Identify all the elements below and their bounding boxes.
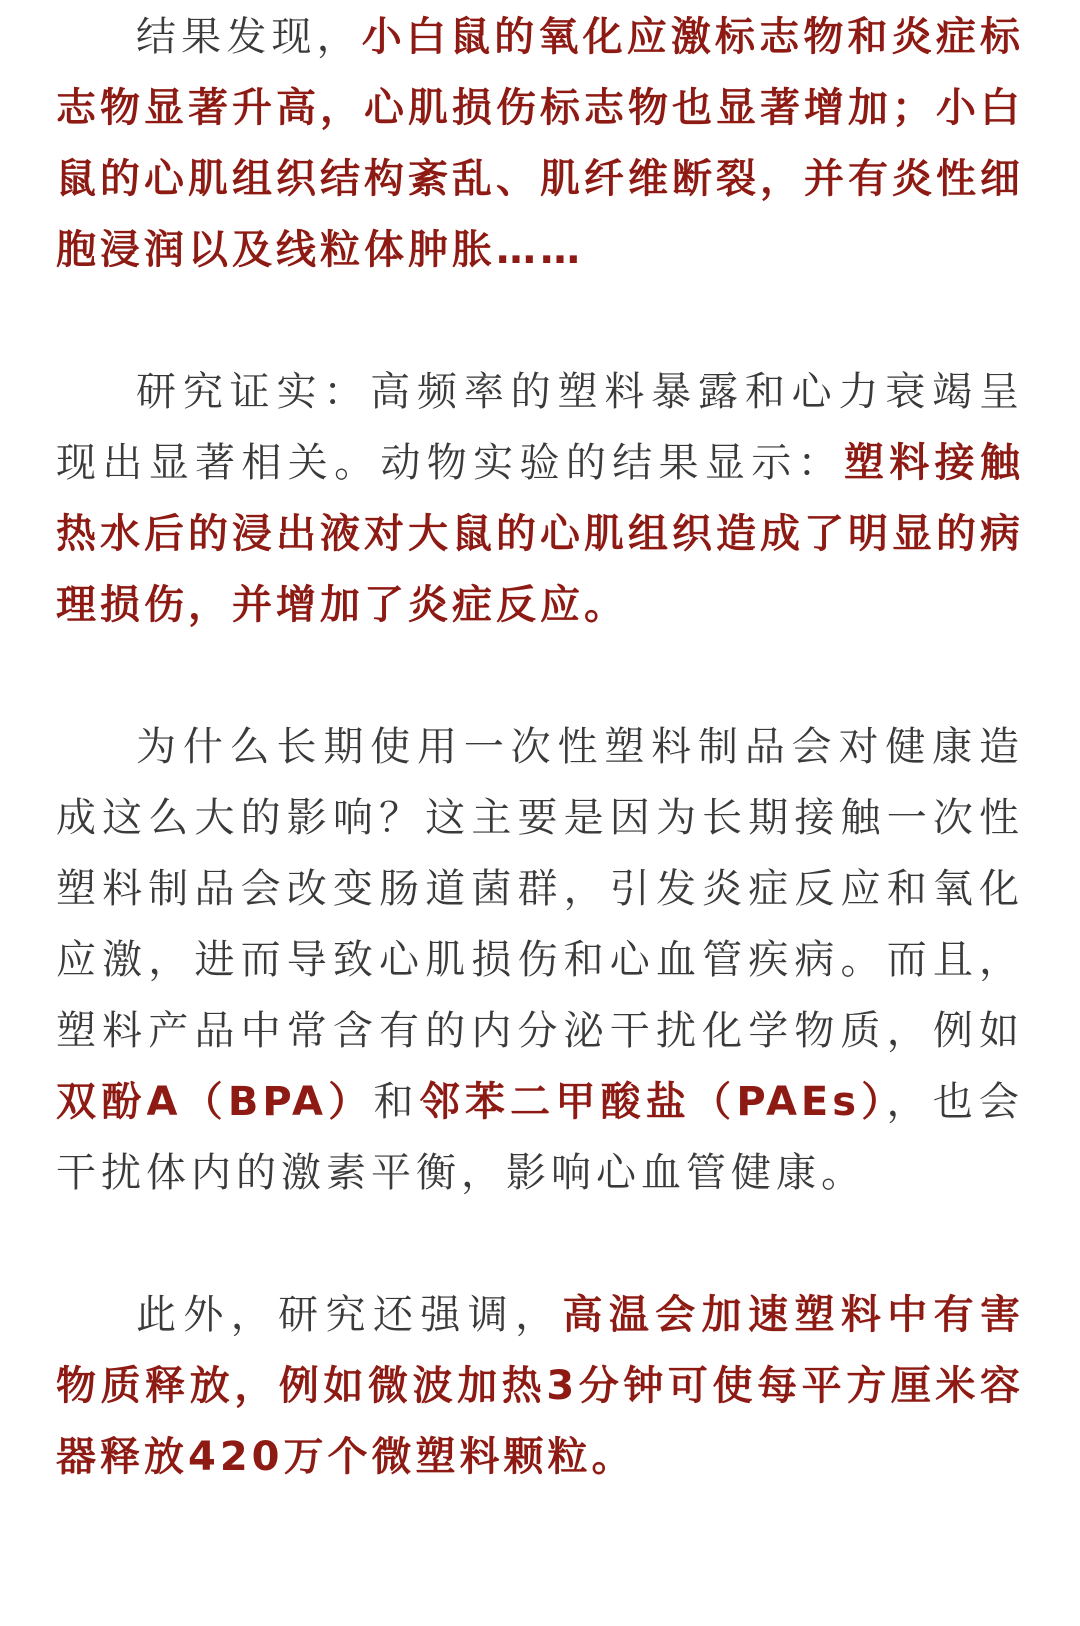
paragraph-why-impact (56, 712, 1024, 1209)
conjunction-text: 和 (373, 1079, 420, 1125)
paragraph-findings (56, 2, 1024, 286)
heat-release-highlight: 高温会加速塑料中有害物质释放，例如微波加热3分钟可使每平方厘米容器释放420万个微塑料颗粒。 (56, 1292, 1024, 1480)
findings-intro-text: 结果发现， (136, 14, 362, 60)
research-confirmed-text: 研究证实：高频率的塑料暴露和心力衰竭呈现出显著相关。动物实验的结果显示： (56, 369, 1024, 486)
heat-release-intro-text: 此外，研究还强调， (136, 1292, 563, 1338)
paes-highlight: 邻苯二甲酸盐（PAEs） (419, 1079, 887, 1125)
paragraph-research-confirmed (56, 357, 1024, 641)
why-impact-text: 为什么长期使用一次性塑料制品会对健康造成这么大的影响？这主要是因为长期接触一次性塑料制品会改变肠道菌群，引发炎症反应和氧化应激，进而导致心肌损伤和心血管疾病。而且，塑料产品中常含有的内分泌干扰化学物质，例如 (56, 724, 1024, 1054)
bpa-highlight: 双酚A（BPA） (56, 1079, 374, 1125)
research-confirmed-highlight: 塑料接触热水后的浸出液对大鼠的心肌组织造成了明显的病理损伤，并增加了炎症反应。 (56, 440, 1025, 628)
paragraph-heat-release (56, 1280, 1024, 1493)
hormone-balance-text: ，也会干扰体内的激素平衡，影响心血管健康。 (56, 1079, 1024, 1196)
findings-highlight-text: 小白鼠的氧化应激标志物和炎症标志物显著升高，心肌损伤标志物也显著增加；小白鼠的心肌组织结构紊乱、肌纤维断裂，并有炎性细胞浸润以及线粒体肿胀…… (56, 14, 1025, 273)
